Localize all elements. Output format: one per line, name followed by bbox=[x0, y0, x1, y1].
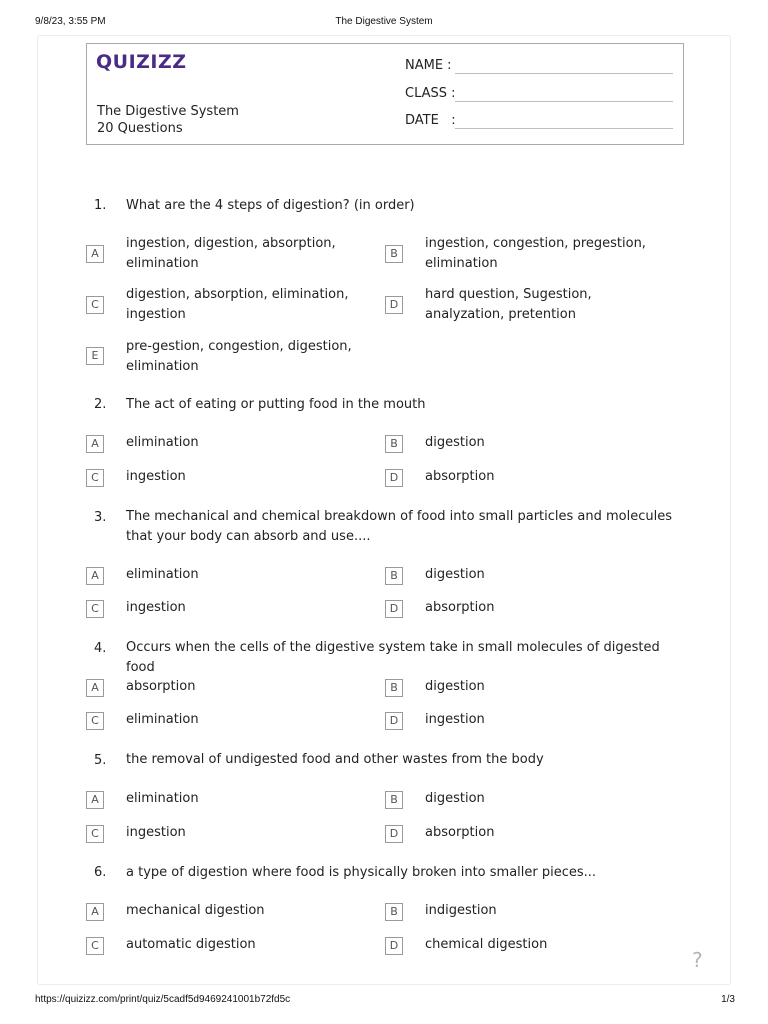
question-number: 4. bbox=[94, 641, 107, 656]
option-text: ingestion bbox=[126, 825, 186, 840]
option-letter-box: C bbox=[86, 296, 104, 314]
print-header bbox=[0, 16, 768, 30]
question-text: the removal of undigested food and other wastes from the body bbox=[126, 752, 544, 767]
date-field bbox=[405, 113, 456, 128]
option-text: elimination bbox=[126, 791, 199, 806]
option-text: chemical digestion bbox=[425, 937, 548, 952]
quiz-header-box bbox=[86, 43, 684, 145]
option-letter-box: C bbox=[86, 469, 104, 487]
option-text: absorption bbox=[425, 469, 495, 484]
question-text: The act of eating or putting food in the mouth bbox=[126, 397, 426, 412]
option-text: elimination bbox=[126, 435, 199, 450]
question-number: 5. bbox=[94, 753, 107, 768]
option-letter-box: C bbox=[86, 825, 104, 843]
option-letter-box: A bbox=[86, 435, 104, 453]
option-text: digestion bbox=[425, 791, 485, 806]
option-text: digestion bbox=[425, 435, 485, 450]
option-letter-box: B bbox=[385, 791, 403, 809]
option-text: absorption bbox=[425, 600, 495, 615]
print-datetime: 9/8/23, 3:55 PM bbox=[35, 16, 106, 27]
print-title: The Digestive System bbox=[335, 16, 433, 27]
option-letter-box: B bbox=[385, 903, 403, 921]
option-letter-box: A bbox=[86, 567, 104, 585]
option-text: ingestion bbox=[126, 469, 186, 484]
option-letter-box: B bbox=[385, 435, 403, 453]
question-number: 3. bbox=[94, 510, 107, 525]
option-text: elimination bbox=[126, 567, 199, 582]
option-letter-box: D bbox=[385, 296, 403, 314]
question-text: What are the 4 steps of digestion? (in order) bbox=[126, 198, 415, 213]
option-text: hard question, Sugestion, analyzation, pretention bbox=[425, 287, 592, 322]
option-text: absorption bbox=[126, 679, 196, 694]
option-letter-box: A bbox=[86, 791, 104, 809]
class-line bbox=[455, 101, 673, 102]
question-number: 6. bbox=[94, 865, 107, 880]
option-letter-box: E bbox=[86, 347, 104, 365]
question-number: 1. bbox=[94, 198, 107, 213]
question-number: 2. bbox=[94, 397, 107, 412]
question-count: 20 Questions bbox=[97, 121, 183, 136]
page-number: 1/3 bbox=[721, 994, 735, 1005]
option-text: absorption bbox=[425, 825, 495, 840]
option-letter-box: D bbox=[385, 469, 403, 487]
print-footer bbox=[0, 994, 768, 1008]
name-field bbox=[405, 58, 452, 73]
name-label: NAME : bbox=[405, 58, 452, 73]
date-label: DATE : bbox=[405, 113, 456, 128]
option-letter-box: B bbox=[385, 679, 403, 697]
option-letter-box: C bbox=[86, 937, 104, 955]
class-label: CLASS : bbox=[405, 86, 456, 101]
option-letter-box: A bbox=[86, 679, 104, 697]
print-url: https://quizizz.com/print/quiz/5cadf5d9469241001b72fd5c bbox=[35, 994, 291, 1005]
option-letter-box: C bbox=[86, 600, 104, 618]
option-letter-box: A bbox=[86, 245, 104, 263]
option-text: elimination bbox=[126, 712, 199, 727]
option-letter-box: A bbox=[86, 903, 104, 921]
option-text: ingestion bbox=[425, 712, 485, 727]
option-letter-box: B bbox=[385, 567, 403, 585]
option-letter-box: D bbox=[385, 825, 403, 843]
class-field bbox=[405, 86, 456, 101]
option-text: ingestion, congestion, pregestion, elimination bbox=[425, 236, 646, 271]
option-letter-box: D bbox=[385, 937, 403, 955]
question-text: Occurs when the cells of the digestive system take in small molecules of digested food bbox=[126, 640, 660, 675]
option-text: automatic digestion bbox=[126, 937, 256, 952]
question-text: a type of digestion where food is physically broken into smaller pieces... bbox=[126, 865, 597, 880]
option-text: mechanical digestion bbox=[126, 903, 265, 918]
option-text: digestion bbox=[425, 567, 485, 582]
option-text: ingestion bbox=[126, 600, 186, 615]
question-mark-icon[interactable]: ? bbox=[692, 948, 703, 972]
name-line bbox=[455, 73, 673, 74]
option-text: indigestion bbox=[425, 903, 497, 918]
quiz-title: The Digestive System bbox=[97, 104, 239, 119]
option-text: ingestion, digestion, absorption, elimination bbox=[126, 236, 336, 271]
question-text: The mechanical and chemical breakdown of food into small particles and molecules that your body can absorb and use.... bbox=[126, 509, 672, 544]
option-letter-box: B bbox=[385, 245, 403, 263]
option-letter-box: D bbox=[385, 712, 403, 730]
option-letter-box: C bbox=[86, 712, 104, 730]
quizizz-logo: QUIZIZZ bbox=[96, 51, 187, 73]
date-line bbox=[455, 128, 673, 129]
option-letter-box: D bbox=[385, 600, 403, 618]
option-text: pre-gestion, congestion, digestion, elimination bbox=[126, 339, 352, 374]
option-text: digestion, absorption, elimination, ingestion bbox=[126, 287, 349, 322]
option-text: digestion bbox=[425, 679, 485, 694]
